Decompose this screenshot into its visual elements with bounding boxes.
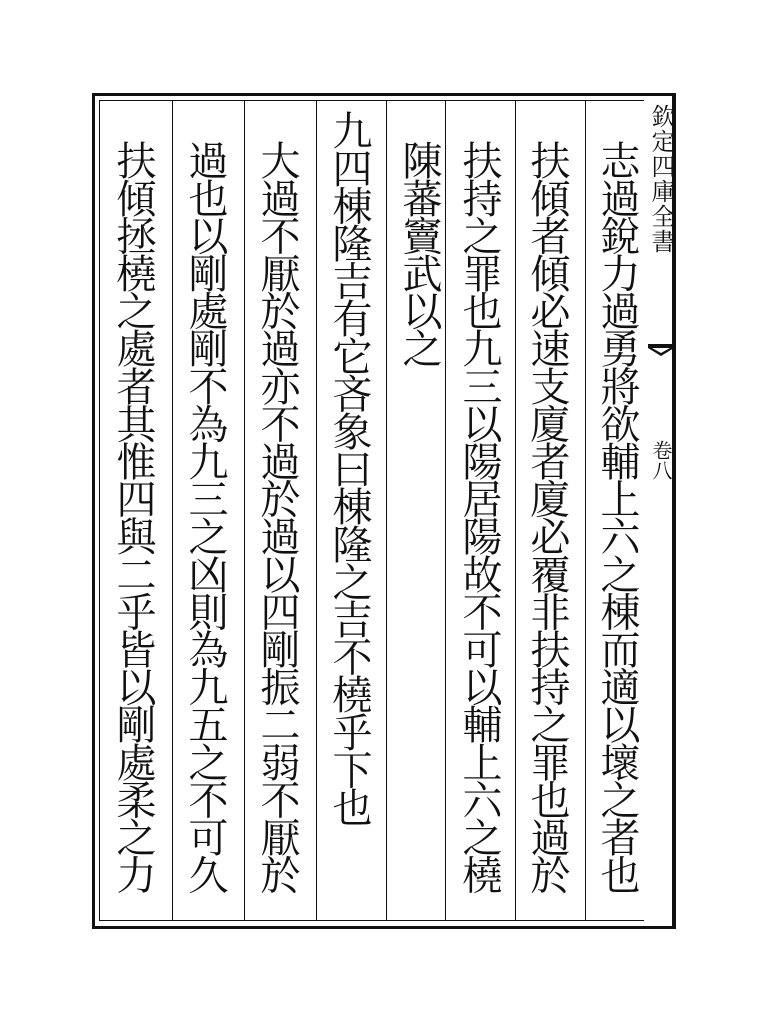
column-rule	[515, 101, 516, 921]
text-column-6: 大過不厭於過亦不過於過以四剛振二弱不厭於	[254, 140, 300, 893]
column-rule	[386, 101, 387, 921]
column-rule	[244, 101, 245, 921]
text-column-5: 九四棟隆吉有它吝象曰棟隆之吉不橈乎下也	[326, 110, 372, 825]
text-column-3: 扶持之罪也九三以陽居陽故不可以輔上六之橈	[456, 140, 502, 893]
collection-title: 欽定四庫全書	[647, 104, 675, 254]
fish-tail-mark-icon	[646, 340, 676, 362]
column-rule	[172, 101, 173, 921]
text-column-2: 扶傾者傾必速支廈者廈必覆非扶持之罪也過於	[524, 140, 570, 893]
column-rule	[316, 101, 317, 921]
text-column-8: 扶傾拯橈之處者其惟四與二乎皆以剛處柔之力	[110, 140, 156, 893]
column-rule	[585, 101, 586, 921]
text-column-4: 陳蕃竇武以之	[396, 140, 442, 366]
text-column-1: 志過銳力過勇將欲輔上六之棟而適以壞之者也	[594, 140, 640, 893]
text-column-7: 過也以剛處剛不為九三之凶則為九五之不可久	[182, 140, 228, 893]
volume-label: 卷八	[649, 440, 673, 480]
